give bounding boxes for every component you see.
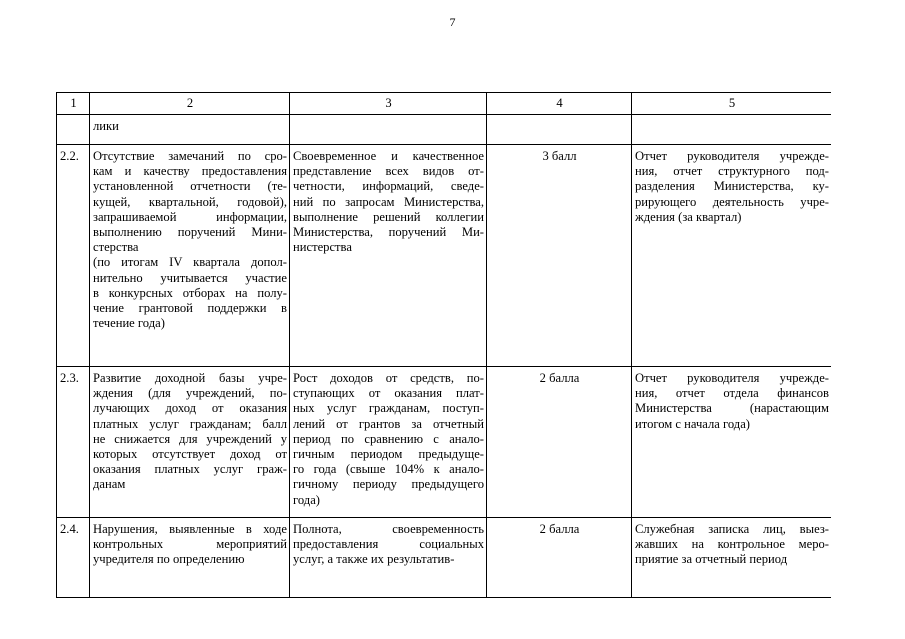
indicator-cell-line: Рост доходов от средств, по- bbox=[293, 371, 484, 385]
score-cell: 3 балл bbox=[487, 145, 632, 367]
indicator-cell bbox=[290, 518, 487, 598]
indicator-cell-line: года) bbox=[293, 492, 320, 507]
header-cell-3: 3 bbox=[290, 93, 487, 115]
header-row bbox=[57, 93, 832, 115]
indicator-cell-line: услуг, а также их результатив- bbox=[293, 552, 455, 567]
continuation-row bbox=[57, 115, 832, 145]
score-cell: 2 балла bbox=[487, 367, 632, 518]
criterion-cell-line: запрашиваемой информации, bbox=[93, 209, 287, 224]
criterion-cell-line: установленной отчетности (те- bbox=[93, 179, 287, 194]
criterion-cell-line: кам и качеству предоставления bbox=[93, 164, 287, 179]
indicator-cell-line: гичному периоду предыдущего bbox=[293, 477, 484, 492]
indicator-cell-line: Полнота, своевременность bbox=[293, 522, 484, 536]
header-cell-1: 1 bbox=[57, 93, 90, 115]
basis-cell bbox=[632, 145, 832, 367]
basis-cell bbox=[632, 518, 832, 598]
basis-cell-line: ния, отчет отдела финансов bbox=[635, 386, 829, 401]
header-cell-5: 5 bbox=[632, 93, 832, 115]
criterion-cell-line: ждения (для учреждений, по- bbox=[93, 386, 287, 401]
criterion-cell-line: не снижается для учреждений у bbox=[93, 431, 287, 446]
continuation-criterion: лики bbox=[90, 115, 290, 145]
indicator-cell bbox=[290, 145, 487, 367]
criterion-cell-line: выполнению поручений Мини- bbox=[93, 225, 287, 240]
indicator-cell-line: го года (свыше 104% к анало- bbox=[293, 462, 484, 477]
basis-cell-line: рирующего деятельность учре- bbox=[635, 194, 829, 209]
indicator-cell-line: Своевременное и качественное bbox=[293, 149, 484, 163]
indicator-cell-line: нистерства bbox=[293, 240, 352, 255]
basis-cell-line: Отчет руководителя учрежде- bbox=[635, 149, 829, 163]
indicator-cell bbox=[290, 367, 487, 518]
continuation-score bbox=[487, 115, 632, 145]
criteria-table bbox=[56, 92, 831, 598]
row-number: 2.4. bbox=[57, 518, 90, 598]
basis-cell-line: жавших на контрольное меро- bbox=[635, 537, 829, 552]
indicator-cell-line: четности, информаций, сведе- bbox=[293, 179, 484, 194]
indicator-cell-line: представление всех видов от- bbox=[293, 164, 484, 179]
table-row bbox=[57, 518, 832, 598]
criterion-cell-line: кущей, квартальной, годовой), bbox=[93, 194, 287, 209]
continuation-indicator bbox=[290, 115, 487, 145]
basis-cell-line: Служебная записка лиц, выез- bbox=[635, 522, 829, 536]
basis-cell-line: ния, отчет структурного под- bbox=[635, 164, 829, 179]
basis-cell-line: ждения (за квартал) bbox=[635, 209, 742, 224]
continuation-basis bbox=[632, 115, 832, 145]
table-row bbox=[57, 367, 832, 518]
table-row bbox=[57, 145, 832, 367]
header-cell-4: 4 bbox=[487, 93, 632, 115]
basis-cell-line: итогом с начала года) bbox=[635, 416, 750, 431]
criterion-cell-line: данам bbox=[93, 477, 126, 492]
indicator-cell-line: ний по запросам Министерства, bbox=[293, 194, 484, 209]
header-cell-2: 2 bbox=[90, 93, 290, 115]
indicator-cell-line: предоставления социальных bbox=[293, 537, 484, 552]
basis-cell-line: приятие за отчетный период bbox=[635, 552, 788, 567]
criterion-cell-line: нительно учитывается участие bbox=[93, 270, 287, 285]
indicator-cell-line: выполнение решений коллегии bbox=[293, 209, 484, 224]
indicator-cell-line: гичным периодом предыдуще- bbox=[293, 447, 484, 462]
indicator-cell-line: лений от грантов за отчетный bbox=[293, 416, 484, 431]
criterion-cell-line: лучающих доход от оказания bbox=[93, 401, 287, 416]
basis-cell-line: Министерства (нарастающим bbox=[635, 401, 829, 416]
criterion-cell bbox=[90, 367, 290, 518]
table-container bbox=[56, 92, 831, 639]
criterion-cell bbox=[90, 518, 290, 598]
criterion-cell-line: стерства bbox=[93, 240, 139, 255]
page-number: 7 bbox=[449, 15, 456, 29]
criterion-cell-line: платных услуг гражданам; балл bbox=[93, 416, 287, 431]
basis-cell-line: разделения Министерства, ку- bbox=[635, 179, 829, 194]
criterion-cell-line: оказания платных услуг граж- bbox=[93, 462, 287, 477]
criterion-cell-line: течение года) bbox=[93, 316, 165, 331]
indicator-cell-line: ных услуг гражданам, поступ- bbox=[293, 401, 484, 416]
row-number: 2.2. bbox=[57, 145, 90, 367]
row-number: 2.3. bbox=[57, 367, 90, 518]
continuation-num bbox=[57, 115, 90, 145]
criterion-cell-line: учредителя по определению bbox=[93, 552, 245, 567]
basis-cell bbox=[632, 367, 832, 518]
indicator-cell-line: период по сравнению с анало- bbox=[293, 431, 484, 446]
criterion-cell-line: чение грантовой поддержки в bbox=[93, 301, 287, 316]
basis-cell-line: Отчет руководителя учрежде- bbox=[635, 371, 829, 385]
score-cell: 2 балла bbox=[487, 518, 632, 598]
criterion-cell-line: (по итогам IV квартала допол- bbox=[93, 255, 287, 270]
criterion-cell-line: в конкурсных отборах на полу- bbox=[93, 285, 287, 300]
criterion-cell-line: которых отсутствует доход от bbox=[93, 447, 287, 462]
criterion-cell-line: Развитие доходной базы учре- bbox=[93, 371, 287, 385]
criterion-cell bbox=[90, 145, 290, 367]
criterion-cell-line: контрольных мероприятий bbox=[93, 537, 287, 552]
indicator-cell-line: Министерства, поручений Ми- bbox=[293, 225, 484, 240]
indicator-cell-line: ступающих от оказания плат- bbox=[293, 386, 484, 401]
criterion-cell-line: Нарушения, выявленные в ходе bbox=[93, 522, 287, 536]
criterion-cell-line: Отсутствие замечаний по сро- bbox=[93, 149, 287, 163]
